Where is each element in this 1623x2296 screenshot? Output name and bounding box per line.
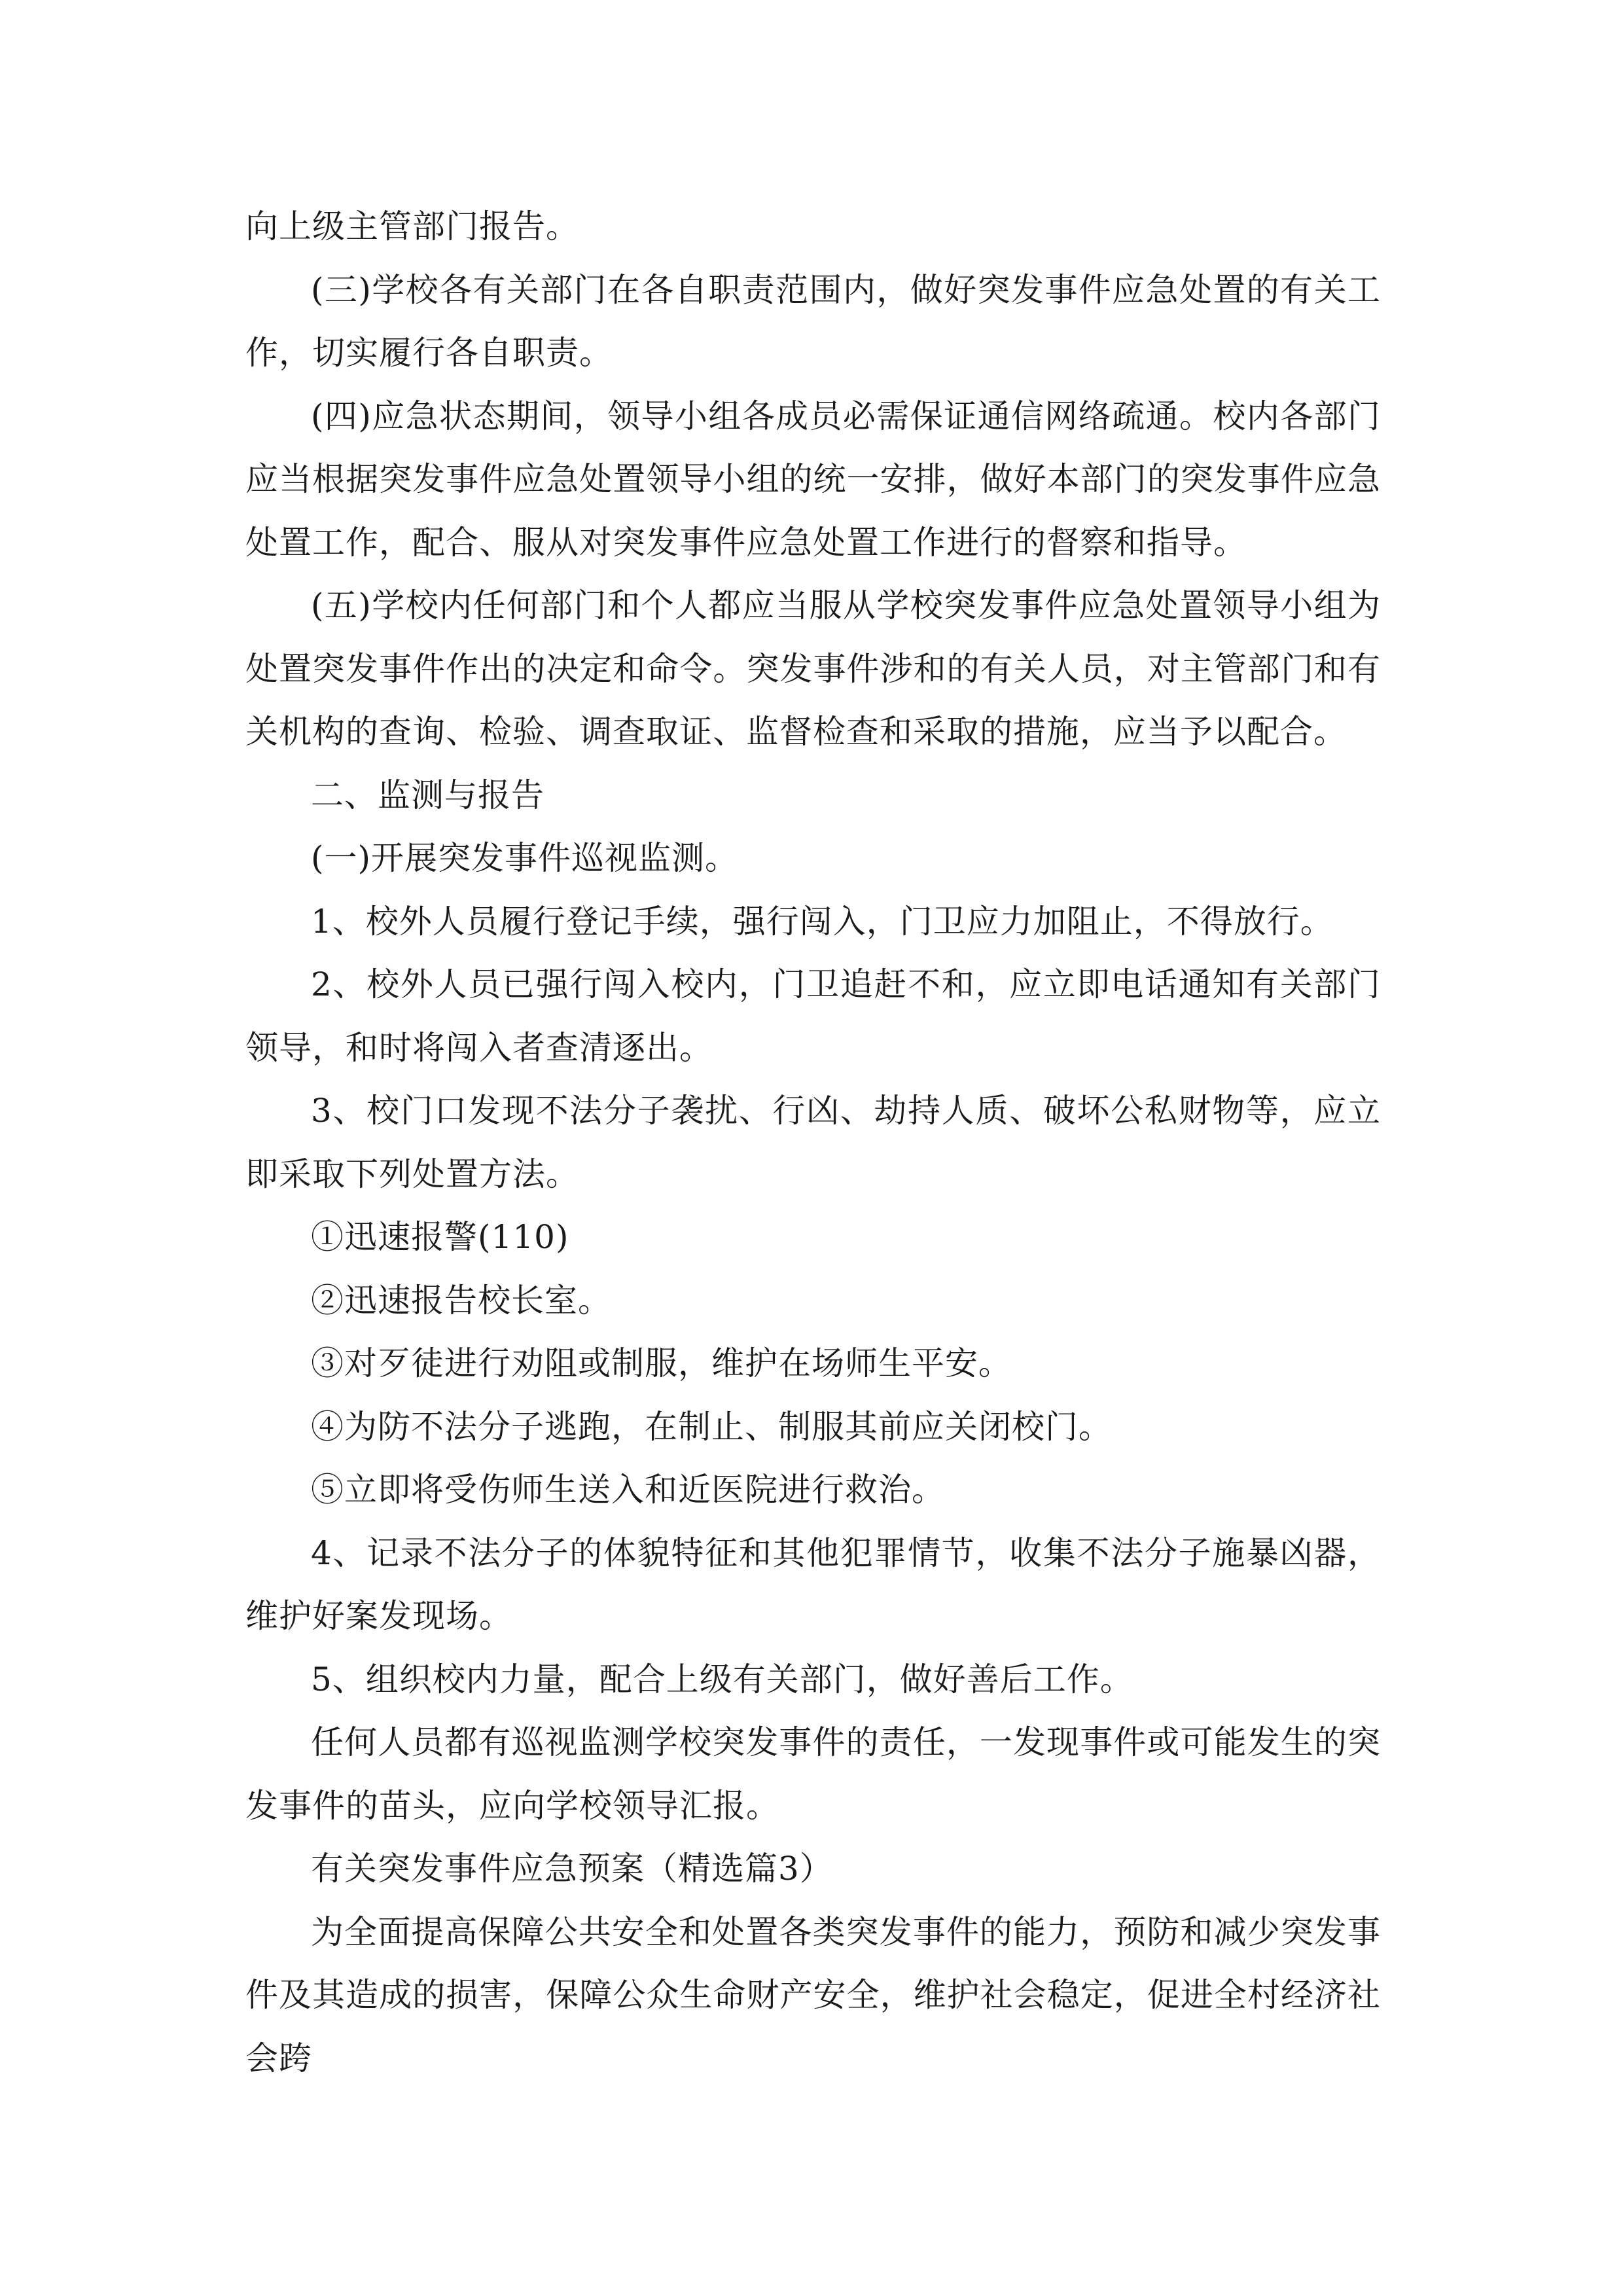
paragraph: 任何人员都有巡视监测学校突发事件的责任，一发现事件或可能发生的突发事件的苗头，应向学校领导汇报。: [245, 1723, 1381, 1825]
subsection-heading: (一)开展突发事件巡视监测。: [311, 839, 739, 877]
paragraph: (五)学校内任何部门和个人都应当服从学校突发事件应急处置领导小组为处置突发事件作出的决定和命令。突发事件涉和的有关人员，对主管部门和有关机构的查询、检验、调查取证、监督检查和采取的措施，应当予以配合。: [245, 586, 1381, 751]
article-title: 有关突发事件应急预案（精选篇3）: [311, 1850, 833, 1888]
paragraph: 为全面提高保障公共安全和处置各类突发事件的能力，预防和减少突发事件及其造成的损害，保障公众生命财产安全，维护社会稳定，促进全村经济社会跨: [245, 1912, 1381, 2077]
paragraph: 3、校门口发现不法分子袭扰、行凶、劫持人质、破坏公私财物等，应立即采取下列处置方法。: [245, 1092, 1381, 1193]
paragraph: 5、组织校内力量，配合上级有关部门，做好善后工作。: [311, 1660, 1133, 1698]
list-item: ④为防不法分子逃跑，在制止、制服其前应关闭校门。: [311, 1407, 1112, 1446]
list-item: ②迅速报告校长室。: [311, 1281, 611, 1319]
section-heading: 二、监测与报告: [311, 776, 544, 814]
list-item: ①迅速报警(110): [311, 1218, 569, 1256]
paragraph: 向上级主管部门报告。: [245, 207, 579, 245]
document-body: [245, 195, 1381, 2090]
paragraph: 4、记录不法分子的体貌特征和其他犯罪情节，收集不法分子施暴凶器，维护好案发现场。: [245, 1534, 1381, 1635]
list-item: ⑤立即将受伤师生送入和近医院进行救治。: [311, 1471, 945, 1509]
list-item: ③对歹徒进行劝阻或制服，维护在场师生平安。: [311, 1344, 1012, 1382]
paragraph: 2、校外人员已强行闯入校内，门卫追赶不和，应立即电话通知有关部门领导，和时将闯入者查清逐出。: [245, 965, 1381, 1067]
paragraph: 1、校外人员履行登记手续，强行闯入，门卫应力加阻止，不得放行。: [311, 902, 1334, 941]
paragraph: (三)学校各有关部门在各自职责范围内，做好突发事件应急处置的有关工作，切实履行各自职责。: [245, 270, 1381, 372]
paragraph: (四)应急状态期间，领导小组各成员必需保证通信网络疏通。校内各部门应当根据突发事件应急处置领导小组的统一安排，做好本部门的突发事件应急处置工作，配合、服从对突发事件应急处置工作进行的督察和指导。: [245, 397, 1381, 562]
